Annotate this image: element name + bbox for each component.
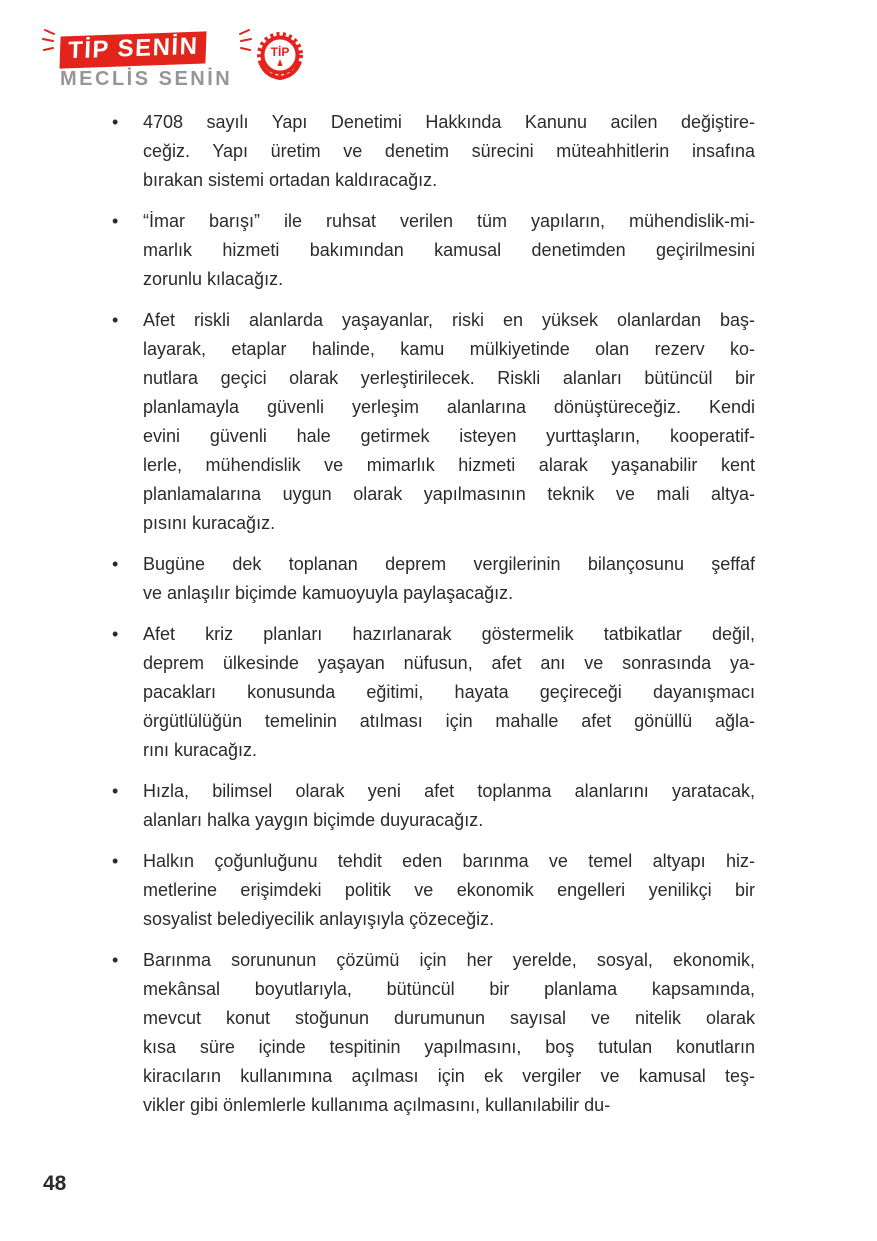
text-line: deprem ülkesinde yaşayan nüfusun, afet anı ve sonrasında ya- — [143, 653, 755, 673]
text-line: • “İmar barışı” ile ruhsat verilen tüm yapıların, mühendislik-mi- — [143, 211, 755, 231]
text-line: kiracıların kullanımına açılması için ek vergiler ve kamusal teş- — [143, 1066, 755, 1086]
text-line: pacakları konusunda eğitimi, hayata geçireceği dayanışmacı — [143, 682, 755, 702]
text-line: vikler gibi önlemlerle kullanıma açılmasını, kullanılabilir du- — [143, 1095, 611, 1115]
text-line: ceğiz. Yapı üretim ve denetim sürecini müteahhitlerin insafına — [143, 141, 755, 161]
text-line: sosyalist belediyecilik anlayışıyla çözeceğiz. — [143, 909, 495, 929]
text-line: • 4708 sayılı Yapı Denetimi Hakkında Kanunu acilen değiştire- — [143, 112, 755, 132]
svg-text:TİP: TİP — [270, 45, 290, 59]
text-line: pısını kuracağız. — [143, 513, 276, 533]
text-line: lerle, mühendislik ve mimarlık hizmeti alarak yaşanabilir kent — [143, 455, 755, 475]
text-line: alanları halka yaygın biçimde duyuracağız. — [143, 810, 484, 830]
text-line: evini güvenli hale getirmek isteyen yurttaşların, kooperatif- — [143, 426, 755, 446]
logo-sub-text: MECLİS SENİN — [60, 68, 233, 90]
text-line: mekânsal boyutlarıyla, bütüncül bir planlama kapsamında, — [143, 979, 755, 999]
text-line: • Bugüne dek toplanan deprem vergilerinin bilançosunu şeffaf — [143, 554, 755, 574]
list-item — [110, 847, 755, 934]
text-line: ve anlaşılır biçimde kamuoyuyla paylaşacağız. — [143, 583, 514, 603]
text-line: zorunlu kılacağız. — [143, 269, 284, 289]
list-item — [110, 550, 755, 608]
text-line: layarak, etaplar halinde, kamu mülkiyetinde olan rezerv ko- — [143, 339, 755, 359]
text-line: kısa süre içinde tespitinin yapılmasını, boş tutulan konutların — [143, 1037, 755, 1057]
text-line: • Afet riskli alanlarda yaşayanlar, riski en yüksek olanlardan baş- — [143, 310, 755, 330]
logo-main-text: TİP SENİN — [59, 31, 206, 68]
bullet-list — [110, 108, 755, 1120]
text-line: • Hızla, bilimsel olarak yeni afet toplanma alanlarını yaratacak, — [143, 781, 755, 801]
list-item — [110, 207, 755, 294]
text-line: • Barınma sorununun çözümü için her yerelde, sosyal, ekonomik, — [143, 950, 755, 970]
text-line: • Halkın çoğunluğunu tehdit eden barınma ve temel altyapı hiz- — [143, 851, 755, 871]
list-item — [110, 777, 755, 835]
text-line: örgütlülüğün temelinin atılması için mahalle afet gönüllü ağla- — [143, 711, 755, 731]
text-line: planlamalarına uygun olarak yapılmasının teknik ve mali altya- — [143, 484, 755, 504]
text-line: bırakan sistemi ortadan kaldıracağız. — [143, 170, 438, 190]
text-line: metlerine erişimdeki politik ve ekonomik engelleri yenilikçi bir — [143, 880, 755, 900]
logo-text-block — [50, 30, 242, 91]
text-line: nutlara geçici olarak yerleştirilecek. Riskli alanları bütüncül bir — [143, 368, 755, 388]
text-line: rını kuracağız. — [143, 740, 258, 760]
page-body — [110, 108, 755, 1132]
list-item — [110, 946, 755, 1120]
list-item — [110, 108, 755, 195]
party-logo — [50, 30, 304, 91]
list-item — [110, 306, 755, 538]
burst-left-icon — [42, 28, 56, 58]
tip-emblem-icon — [256, 32, 304, 82]
burst-right-icon — [238, 28, 252, 58]
text-line: mevcut konut stoğunun durumunun sayısal ve nitelik olarak — [143, 1008, 755, 1028]
text-line: • Afet kriz planları hazırlanarak göstermelik tatbikatlar değil, — [143, 624, 755, 644]
list-item — [110, 620, 755, 765]
text-line: planlamayla güvenli yerleşim alanlarına dönüştüreceğiz. Kendi — [143, 397, 755, 417]
page-number: 48 — [43, 1172, 67, 1195]
text-line: marlık hizmeti bakımından kamusal denetimden geçirilmesini — [143, 240, 755, 260]
